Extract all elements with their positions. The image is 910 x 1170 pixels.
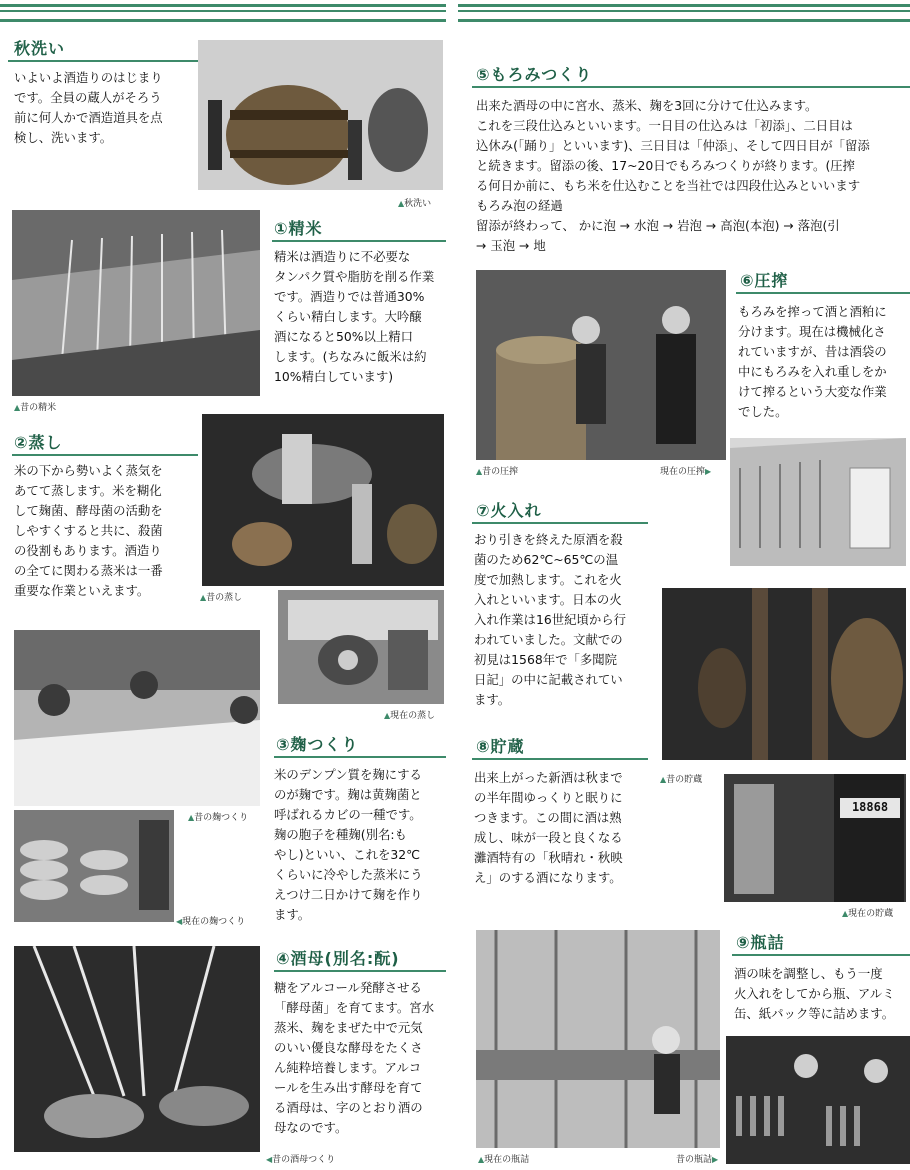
caption-koji-now: ◀現在の麹つくり: [176, 917, 246, 927]
caption-mushi-old: ▲昔の蒸し: [200, 593, 243, 603]
top-rule-right: [458, 4, 910, 22]
section-title-moromi: ⑤もろみつくり: [476, 65, 593, 84]
photo-assaku-now: [730, 438, 906, 566]
caption-binzume-now: ▲現在の瓶詰: [478, 1155, 530, 1165]
photo-binzume-old: [726, 1036, 910, 1164]
section-rule: [12, 454, 198, 456]
photo-assaku-old: [476, 270, 726, 460]
photo-koji-now: [14, 810, 174, 922]
section-rule: [732, 954, 910, 956]
section-text-akiarai: いよいよ酒造りのはじまり です。全員の蔵人がそろう 前に何人かで酒造道具を点 検し、洗います。: [14, 70, 163, 145]
section-text-chozo: 出来上がった新酒は秋まで の半年間ゆっくりと眠りに つきます。この間に酒は熟 成し、味が一段と良くなる 灘酒特有の「秋晴れ・秋映 え」のする酒になります。: [474, 770, 623, 885]
photo-seimai: [12, 210, 260, 396]
section-text-assaku: もろみを搾って酒と酒粕に 分けます。現在は機械化さ れていますが、昔は酒袋の 中にもろみを入れ重しをか けて搾るという大変な作業 でした。: [738, 304, 887, 419]
section-title-chozo: ⑧貯蔵: [476, 737, 525, 756]
photo-akiarai: [198, 40, 443, 190]
photo-mushi-now: [278, 590, 444, 704]
section-rule: [472, 86, 910, 88]
section-title-hiire: ⑦火入れ: [476, 501, 542, 520]
section-title-assaku: ⑥圧搾: [740, 271, 789, 290]
caption-shubo: ◀昔の酒母つくり: [266, 1155, 336, 1165]
section-text-mushi: 米の下から勢いよく蒸気を あてて蒸します。米を糊化 して麹菌、酵母菌の活動を しやすくすると共に、殺菌 の役割もあります。酒造り の全てに関わる蒸米は一番 重要な作業といえます。: [14, 463, 163, 598]
photo-mushi-old: [202, 414, 444, 586]
section-title-seimai: ①精米: [274, 219, 323, 238]
caption-assaku-now: 現在の圧搾▶: [660, 467, 712, 477]
caption-chozo-now: ▲現在の貯蔵: [842, 909, 894, 919]
section-rule: [472, 758, 648, 760]
photo-binzume-now: [476, 930, 720, 1148]
section-text-moromi: 出来た酒母の中に宮水、蒸米、麹を3回に分けて仕込みます。 これを三段仕込みといいます。一日目の仕込みは「初添」、二日目は 込休み(「踊り」といいます)、三日目は「仲添」、そして四日目が「留添 と続きます。留添の後、17~20日でもろみつくりが終ります。(圧搾 る何日か前に、もち米を仕込むことを当社では四段仕込みといいます もろみ泡の経過 留添が終わって、 かに泡 → 水泡 → 岩泡 → 高泡(本泡) → 落泡(引 → 玉泡 → 地: [476, 98, 870, 253]
section-title-akiarai: 秋洗い: [14, 39, 66, 58]
caption-chozo-old: ▲昔の貯蔵: [660, 775, 703, 785]
caption-assaku-old: ▲昔の圧搾: [476, 467, 519, 477]
section-rule: [272, 240, 446, 242]
section-rule: [8, 60, 203, 62]
section-rule: [472, 522, 648, 524]
caption-koji-old: ▲昔の麹つくり: [188, 813, 249, 823]
section-title-mushi: ②蒸し: [14, 433, 63, 452]
top-rule-left: [0, 4, 446, 22]
photo-hiire: [662, 588, 906, 760]
section-text-koji: 米のデンプン質を麹にする のが麹です。麹は黄麹菌と 呼ばれるカビの一種です。 麹の胞子を種麹(別名:も やし)といい、これを32℃ くらいに冷やした蒸米にう えつけ二日かけて麹を作り ます。: [274, 767, 423, 922]
caption-akiarai: ▲秋洗い: [398, 199, 432, 209]
section-rule: [274, 756, 446, 758]
tank-label: 18868: [851, 800, 889, 814]
section-text-seimai: 精米は酒造りに不必要な タンパク質や脂肪を削る作業 です。酒造りでは普通30% くらい精白します。大吟醸 酒になると50%以上精口 します。(ちなみに飯米は約 10%精白しています): [274, 249, 435, 384]
section-rule: [736, 292, 910, 294]
section-title-shubo: ④酒母(別名:酛): [276, 949, 400, 968]
photo-chozo-now: [724, 774, 906, 902]
section-title-binzume: ⑨瓶詰: [736, 933, 785, 952]
section-text-binzume: 酒の味を調整し、もう一度 火入れをしてから瓶、アルミ 缶、紙パック等に詰めます。: [734, 966, 895, 1021]
photo-shubo: [14, 946, 260, 1152]
caption-mushi-now: ▲現在の蒸し: [384, 711, 436, 721]
section-text-hiire: おり引きを終えた原酒を殺 菌のため62℃~65℃の温 度で加熱します。これを火 入れといいます。日本の火 入れ作業は16世紀頃から行 われていました。文献での 初見は1568年で「多聞院 日記」の中に記載されてい ます。: [474, 532, 627, 707]
section-text-shubo: 糖をアルコール発酵させる 「酵母菌」を育てます。宮水 蒸米、麹をまぜた中で元気 のいい優良な酵母をたくさ ん純粋培養します。アルコ ールを生み出す酵母を育て る酒母は、字のとおり酒の 母なのです。: [274, 980, 435, 1135]
caption-binzume-old: 昔の瓶詰▶: [676, 1155, 719, 1165]
photo-koji-old: [14, 630, 260, 806]
caption-seimai: ▲昔の精米: [14, 403, 57, 413]
section-rule: [274, 970, 446, 972]
section-title-koji: ③麹つくり: [276, 735, 359, 754]
